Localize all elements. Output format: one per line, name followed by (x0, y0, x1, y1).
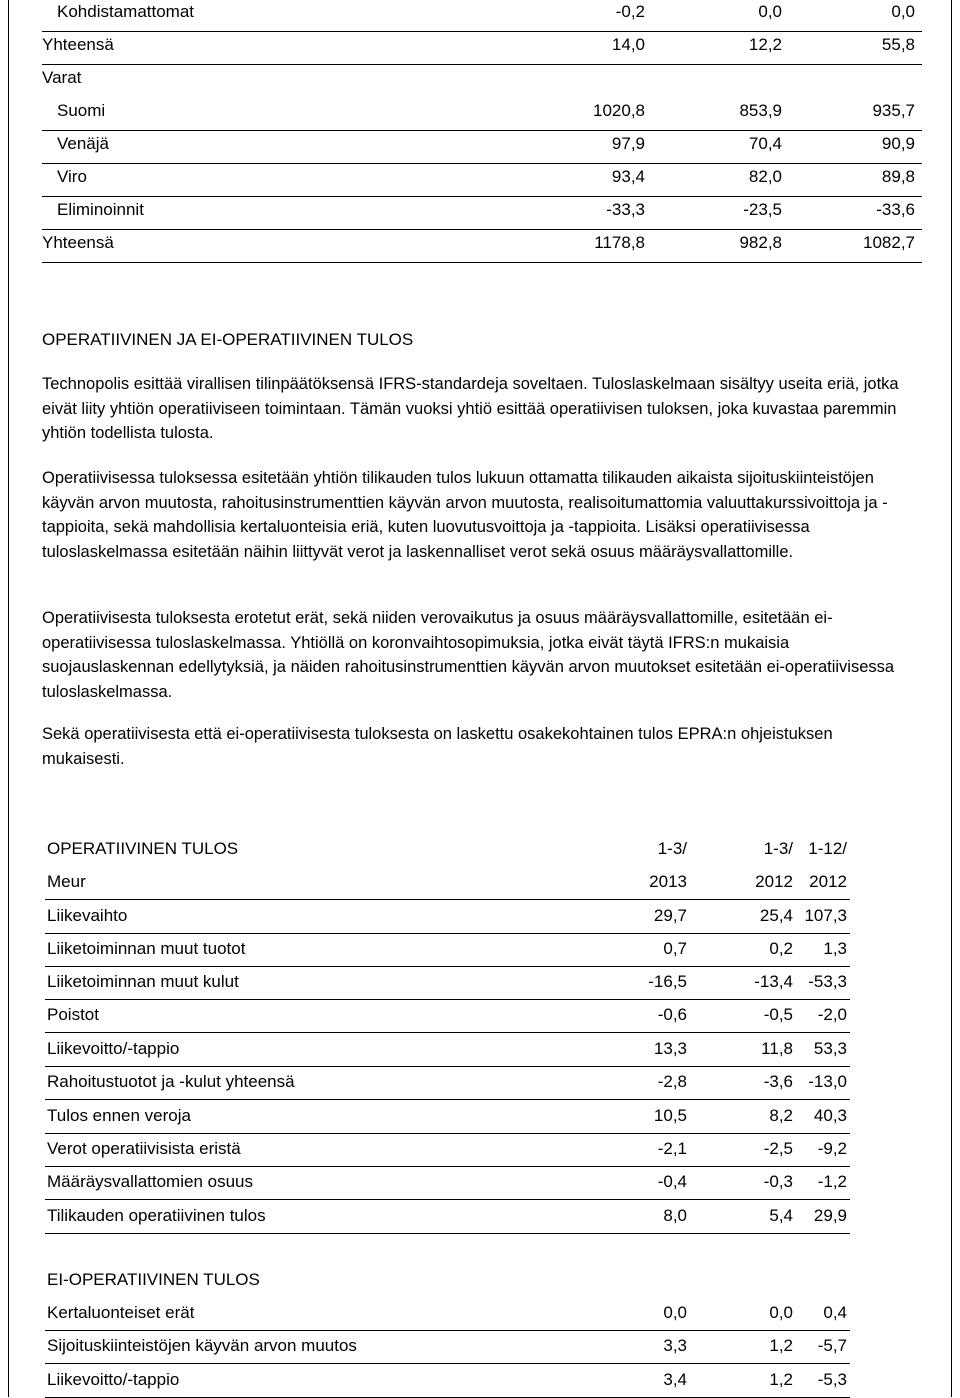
value-cell: 982,8 (739, 233, 782, 252)
value-cell: 3,3 (663, 1336, 687, 1355)
value-cell: 0,0 (891, 2, 915, 21)
value-cell: 82,0 (748, 167, 782, 186)
value-cell: 12,2 (748, 35, 782, 54)
table-row (45, 1100, 850, 1134)
value-cell: 13,3 (653, 1039, 687, 1058)
value-cell: -0,4 (657, 1172, 687, 1191)
value-cell: -53,3 (808, 972, 847, 991)
value-cell: 1178,8 (594, 233, 645, 252)
row-label: Suomi (57, 101, 106, 120)
table-row (45, 866, 850, 900)
value-cell: 93,4 (611, 167, 645, 186)
table-row (45, 1066, 850, 1100)
value-cell: -5,3 (817, 1370, 847, 1389)
page-border-left (8, 0, 9, 1397)
value-cell: -33,6 (876, 200, 915, 219)
value-cell: 0,0 (769, 1303, 793, 1322)
value-cell: 8,2 (769, 1106, 793, 1125)
value-cell: -9,2 (817, 1139, 847, 1158)
table-row (45, 1264, 850, 1297)
row-label: Kohdistamattomat (57, 2, 195, 21)
value-cell: -5,7 (817, 1336, 847, 1355)
value-cell: -0,3 (763, 1172, 793, 1191)
value-cell: 29,7 (653, 906, 687, 925)
table-row (42, 64, 922, 97)
value-cell: 97,9 (611, 134, 645, 153)
value-cell: 1,2 (769, 1370, 793, 1389)
value-cell: 1,3 (823, 939, 847, 958)
table-row (45, 833, 850, 866)
row-label: Yhteensä (42, 35, 114, 54)
row-label: Venäjä (57, 134, 109, 153)
value-cell: 0,4 (823, 1303, 847, 1322)
table-row (45, 933, 850, 967)
paragraph-3: Operatiivisesta tuloksesta erotetut erät, sekä niiden verovaikutus ja osuus määräysvallattomille, esitetään ei-operatiivisessa tuloslaskelmassa. Yhtiöllä on koronvaihtosopimuksia, jotka eivät täytä IFRS:n mukaisia suojauslaskennan edellytyksiä, ja näiden rahoitusinstrumenttien käyvän arvon muutokset esitetään ei-operatiivisessa tuloslaskelmassa. (42, 609, 895, 701)
value-cell: -2,8 (657, 1072, 687, 1091)
value-cell: -16,5 (648, 972, 687, 991)
paragraph-1: Technopolis esittää virallisen tilinpäätöksensä IFRS-standardeja soveltaen. Tuloslaskelmaan sisältyy useita eriä, jotka eivät liity yhtiön operatiiviseen toimintaan. Tämän vuoksi yhtiö esittää operatiivisen tuloksen, joka kuvastaa paremmin yhtiön todellista tulosta. (42, 375, 899, 442)
value-cell: 53,3 (813, 1039, 847, 1058)
table-row (42, 31, 922, 65)
value-cell: 40,3 (813, 1106, 847, 1125)
value-cell: -2,5 (763, 1139, 793, 1158)
value-cell: -13,0 (808, 1072, 847, 1091)
value-cell: 107,3 (804, 906, 847, 925)
table-row (45, 1166, 850, 1200)
table-row (42, 0, 922, 32)
value-cell: -13,4 (754, 972, 793, 991)
row-label: Sijoituskiinteistöjen käyvän arvon muutos (47, 1336, 357, 1355)
value-cell: 5,4 (769, 1206, 793, 1225)
row-label: Viro (57, 167, 87, 186)
row-label: Poistot (47, 1005, 99, 1024)
value-cell: 1-3/ (763, 839, 793, 858)
row-label: Määräysvallattomien osuus (47, 1172, 253, 1191)
value-cell: 89,8 (881, 167, 915, 186)
value-cell: 1020,8 (593, 101, 645, 120)
row-label: EI-OPERATIIVINEN TULOS (47, 1270, 260, 1289)
value-cell: 70,4 (748, 134, 782, 153)
value-cell: 935,7 (872, 101, 915, 120)
value-cell: 0,2 (769, 939, 793, 958)
table-row (45, 999, 850, 1033)
table-row (42, 163, 922, 197)
table-row (45, 1200, 850, 1234)
value-cell: -0,5 (763, 1005, 793, 1024)
row-label: Varat (42, 68, 82, 87)
value-cell: 1-3/ (657, 839, 687, 858)
row-label: Liikevoitto/-tappio (47, 1039, 180, 1058)
table-row (42, 196, 922, 230)
table-row (45, 1133, 850, 1167)
value-cell: 3,4 (663, 1370, 687, 1389)
value-cell: -0,2 (615, 2, 645, 21)
value-cell: 2013 (649, 872, 687, 891)
value-cell: 11,8 (761, 1039, 793, 1058)
value-cell: 1082,7 (863, 233, 915, 252)
row-label: Kertaluonteiset erät (47, 1303, 195, 1322)
value-cell: -2,0 (817, 1005, 847, 1024)
table-row (42, 130, 922, 164)
value-cell: 8,0 (663, 1206, 687, 1225)
value-cell: 853,9 (739, 101, 782, 120)
table-row (42, 229, 922, 263)
value-cell: 2012 (755, 872, 793, 891)
value-cell: 0,7 (663, 939, 687, 958)
section-title: OPERATIIVINEN JA EI-OPERATIIVINEN TULOS (42, 330, 414, 349)
row-label: Liikevoitto/-tappio (47, 1370, 180, 1389)
row-label: Liikevaihto (47, 906, 128, 925)
value-cell: 0,0 (758, 2, 782, 21)
row-label: Liiketoiminnan muut tuotot (47, 939, 246, 958)
value-cell: 90,9 (881, 134, 915, 153)
paragraph-4: Sekä operatiivisesta että ei-operatiivisesta tuloksesta on laskettu osakekohtainen tulos EPRA:n ohjeistuksen mukaisesti. (42, 725, 833, 768)
table-row (42, 97, 922, 131)
value-cell: 29,9 (813, 1206, 847, 1225)
table-row (45, 900, 850, 934)
row-label: Meur (47, 872, 86, 891)
value-cell: 14,0 (611, 35, 645, 54)
value-cell: -23,5 (743, 200, 782, 219)
row-label: Yhteensä (42, 233, 114, 252)
table-row (45, 1330, 850, 1364)
value-cell: 1,2 (769, 1336, 793, 1355)
value-cell: 2012 (809, 872, 847, 891)
row-label: OPERATIIVINEN TULOS (47, 839, 239, 858)
value-cell: -0,6 (657, 1005, 687, 1024)
paragraph-2: Operatiivisessa tuloksessa esitetään yhtiön tilikauden tulos lukuun ottamatta tilikauden aikaista sijoituskiinteistöjen käyvän arvon muutosta, rahoitusinstrumenttien käyvän arvon muutosta, realisoitumattomia valuuttakurssivoittoja ja -tappioita, sekä mahdollisia kertaluonteisia eriä, kuten luovutusvoittoja ja -tappioita. Lisäksi operatiivisessa tuloslaskelmassa esitetään näihin liittyvät verot ja laskennalliset verot sekä osuus määräysvallattomille. (42, 469, 888, 561)
row-label: Tilikauden operatiivinen tulos (47, 1206, 266, 1225)
value-cell: 10,5 (653, 1106, 687, 1125)
page-border-right (951, 0, 952, 1397)
value-cell: 25,4 (759, 906, 793, 925)
value-cell: -2,1 (657, 1139, 687, 1158)
row-label: Eliminoinnit (57, 200, 144, 219)
row-label: Rahoitustuotot ja -kulut yhteensä (47, 1072, 295, 1091)
table-row (45, 966, 850, 1000)
row-label: Tulos ennen veroja (47, 1106, 191, 1125)
value-cell: 55,8 (881, 35, 915, 54)
row-label: Verot operatiivisista eristä (47, 1139, 241, 1158)
value-cell: -33,3 (606, 200, 645, 219)
table-row (45, 1033, 850, 1067)
value-cell: 1-12/ (808, 839, 847, 858)
value-cell: -1,2 (817, 1172, 847, 1191)
value-cell: -3,6 (763, 1072, 793, 1091)
table-row (45, 1364, 850, 1398)
row-label: Liiketoiminnan muut kulut (47, 972, 239, 991)
value-cell: 0,0 (663, 1303, 687, 1322)
table-row (45, 1297, 850, 1331)
